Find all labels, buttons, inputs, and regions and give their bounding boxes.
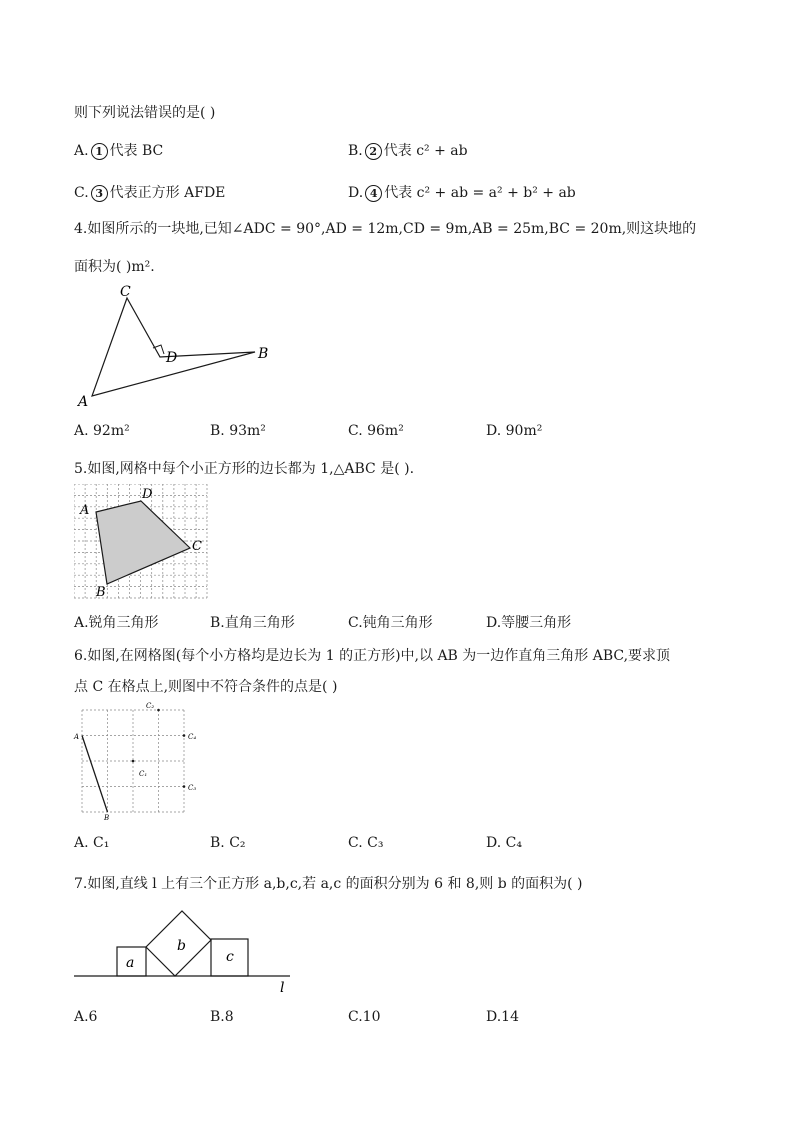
q5-stem: 5.如图,网格中每个小正方形的边长都为 1,△ABC 是( ). bbox=[74, 461, 415, 477]
q4-label-b: B bbox=[258, 346, 269, 362]
circled-number: 2 bbox=[365, 143, 382, 160]
q6-label-c4: C₄ bbox=[188, 733, 197, 741]
q7-label-l: l bbox=[280, 980, 285, 996]
q5-option-a[interactable]: A.锐角三角形 bbox=[74, 615, 159, 631]
q7-option-d[interactable]: D.14 bbox=[486, 1009, 519, 1025]
q4-option-c[interactable]: C. 96m² bbox=[348, 423, 404, 439]
q6-label-a: A bbox=[74, 733, 80, 741]
q5-option-b[interactable]: B.直角三角形 bbox=[210, 615, 295, 631]
q5-label-c: C bbox=[192, 539, 202, 554]
q6-point-c3 bbox=[183, 785, 186, 788]
q6-label-c2: C₂ bbox=[146, 702, 155, 710]
q3-option-c[interactable]: C. 3 代表正方形 AFDE bbox=[74, 185, 226, 201]
q5-grid-figure bbox=[74, 484, 210, 600]
q6-segment-ab bbox=[82, 736, 108, 813]
q6-point-c2 bbox=[157, 709, 160, 712]
circled-number: 1 bbox=[91, 143, 108, 160]
q6-stem: 6.如图,在网格图(每个小方格均是边长为 1 的正方形)中,以 AB 为一边作直角三角形 ABC,要求顶 bbox=[74, 648, 671, 664]
q4-label-c: C bbox=[120, 284, 131, 300]
q4-label-a: A bbox=[78, 394, 89, 410]
q4-option-a[interactable]: A. 92m² bbox=[74, 423, 130, 439]
q4-option-d[interactable]: D. 90m² bbox=[486, 423, 543, 439]
q3-option-a[interactable]: A. 1 代表 BC bbox=[74, 143, 164, 159]
q6-grid-figure bbox=[70, 700, 210, 822]
q6-point-c4 bbox=[183, 734, 186, 737]
q4-quadrilateral bbox=[92, 298, 255, 396]
q5-label-a: A bbox=[80, 503, 90, 518]
q6-option-a[interactable]: A. C₁ bbox=[74, 835, 110, 851]
q7-option-c[interactable]: C.10 bbox=[348, 1009, 381, 1025]
q7-label-c: c bbox=[226, 949, 234, 965]
q3-option-d[interactable]: D. 4 代表 c² + ab = a² + b² + ab bbox=[348, 185, 576, 201]
q3-option-b[interactable]: B. 2 代表 c² + ab bbox=[348, 143, 468, 159]
q7-figure bbox=[72, 900, 302, 998]
q7-option-b[interactable]: B.8 bbox=[210, 1009, 234, 1025]
q5-label-d: D bbox=[142, 487, 153, 502]
circled-number: 3 bbox=[91, 185, 108, 202]
q4-stem: 4.如图所示的一块地,已知∠ADC = 90°,AD = 12m,CD = 9m,AB = 25m,BC = 20m,则这块地的 bbox=[74, 221, 697, 237]
q4-figure bbox=[72, 282, 282, 412]
circled-number: 4 bbox=[365, 185, 382, 202]
q4-label-d: D bbox=[166, 350, 178, 366]
q5-shaded-quadrilateral bbox=[96, 501, 190, 584]
q5-option-d[interactable]: D.等腰三角形 bbox=[486, 615, 572, 631]
q6-option-b[interactable]: B. C₂ bbox=[210, 835, 246, 851]
q6-option-c[interactable]: C. C₃ bbox=[348, 835, 384, 851]
q7-option-a[interactable]: A.6 bbox=[74, 1009, 98, 1025]
q6-label-c1: C₁ bbox=[139, 770, 148, 778]
q7-label-b: b bbox=[177, 938, 186, 954]
q6-stem-cont: 点 C 在格点上,则图中不符合条件的点是( ) bbox=[74, 679, 338, 695]
q3-stem: 则下列说法错误的是( ) bbox=[74, 105, 216, 121]
q6-label-c3: C₃ bbox=[188, 784, 197, 792]
q5-option-c[interactable]: C.钝角三角形 bbox=[348, 615, 433, 631]
q6-point-c1 bbox=[132, 760, 135, 763]
q4-stem-cont: 面积为( )m². bbox=[74, 259, 155, 275]
q6-label-b: B bbox=[104, 814, 110, 822]
q6-option-d[interactable]: D. C₄ bbox=[486, 835, 522, 851]
q7-label-a: a bbox=[126, 955, 135, 971]
q7-stem: 7.如图,直线 l 上有三个正方形 a,b,c,若 a,c 的面积分别为 6 和 8,则 b 的面积为( ) bbox=[74, 876, 583, 892]
q4-option-b[interactable]: B. 93m² bbox=[210, 423, 266, 439]
q5-label-b: B bbox=[96, 585, 106, 600]
